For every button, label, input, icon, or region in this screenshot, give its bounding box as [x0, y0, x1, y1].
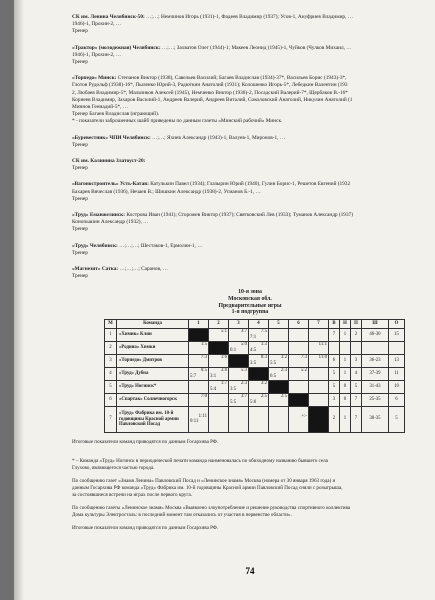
score-second — [209, 335, 228, 341]
score-second — [309, 387, 328, 393]
roster-line: Тренер — [72, 249, 88, 256]
roster-line: Тренер — [72, 165, 88, 172]
team-cell: «Спартак» Солнечногорск — [117, 393, 189, 406]
team-cell: «Торпедо» Дмитров — [117, 354, 189, 367]
score-second — [309, 348, 328, 354]
score-first: 7:3 — [300, 355, 307, 361]
note-line: * – Команда «Труд» Ногинск в периодической печати команда наименовалась по обиходному названию бывшего села — [72, 457, 328, 464]
place-cell: 2 — [105, 341, 117, 354]
score-first: 2:3 — [280, 368, 287, 374]
roster-line: Тренер Багаев Владислав (играющий). — [72, 111, 160, 118]
roster-text: …;…;…; Саранов, … — [119, 266, 168, 273]
roster-line: Глотов Рудольф (1938)-16*, Пыленко Юрий-3, Радюткин Анатолий (1931); Колошенко Игорь-5*, Лебедкин Валентин (193 — [72, 82, 348, 89]
place-cell: 4 — [105, 367, 117, 380]
score-first: 11:0 — [318, 355, 327, 361]
score-cell — [189, 367, 209, 380]
score-second — [189, 348, 208, 354]
score-second: 5:7 — [190, 373, 197, 379]
note-line: за состоявшиеся встречи на играх после первого круга. — [72, 491, 192, 498]
score-second — [229, 335, 248, 341]
stat-pts-cell: 5 — [389, 406, 405, 432]
diagonal-cell — [269, 380, 289, 393]
table-title-line: Предварительные игры — [218, 302, 282, 309]
score-second — [289, 361, 308, 367]
score-second — [209, 400, 228, 406]
score-cell — [189, 380, 209, 393]
score-second: 5:6 — [250, 399, 257, 405]
score-cell — [229, 341, 249, 354]
score-first: 3:2 — [260, 381, 267, 387]
score-second — [249, 419, 268, 425]
table-title-line: 10-я зона — [238, 289, 262, 296]
team-name: СК им. Ленина Челябинск-50: — [72, 14, 145, 20]
stat-goals-cell: 30-35 — [362, 406, 389, 432]
roster-line: Тренер — [72, 195, 88, 202]
table-title-line: 1-я подгруппа — [231, 309, 269, 316]
score-first: 7:0 — [200, 394, 207, 400]
diagonal-cell — [249, 367, 269, 380]
score-second — [309, 335, 328, 341]
score-second — [309, 400, 328, 406]
score-second — [269, 335, 288, 341]
stat-d-cell — [340, 341, 351, 354]
stat-l-cell: 7 — [351, 393, 362, 406]
table-row — [105, 341, 405, 354]
table-header-row — [105, 319, 405, 328]
score-cell — [269, 341, 289, 354]
score-first: 1:6 — [220, 355, 227, 361]
note-line: Итоговые показатели команд приводятся по данным Госархива РФ. — [72, 524, 219, 531]
score-first: 5:1 — [220, 329, 227, 335]
score-second — [209, 361, 228, 367]
table-row — [105, 380, 405, 393]
stat-w-cell: 6 — [329, 354, 340, 367]
team-roster-entry — [72, 135, 428, 149]
column-header: 4 — [249, 319, 269, 328]
stat-goals-cell: 25-35 — [362, 393, 389, 406]
team-roster-list — [72, 14, 428, 280]
score-second — [289, 348, 308, 354]
team-name: «Труд» Челябинск: — [72, 242, 118, 249]
stat-goals-cell: 31-43 — [362, 380, 389, 393]
table-row — [105, 328, 405, 341]
stat-goals-cell: 37-39 — [362, 367, 389, 380]
score-first: 1:11 — [198, 413, 207, 419]
score-second: 6:5 — [270, 373, 277, 379]
score-second: 5:4 — [210, 386, 217, 392]
score-cell — [229, 406, 249, 432]
score-cell — [209, 380, 229, 393]
stat-pts-cell: 13 — [389, 354, 405, 367]
score-first: 3:7 — [240, 329, 247, 335]
column-header: М — [105, 319, 117, 328]
score-second — [229, 419, 248, 425]
place-cell: 1 — [105, 328, 117, 341]
score-first: 1:7 — [220, 381, 227, 387]
team-cell: «Труд» Ногинск* — [117, 380, 189, 393]
score-cell — [269, 328, 289, 341]
table-body — [105, 328, 405, 432]
score-second — [249, 387, 268, 393]
team-name: «Трактор» (молодежная) Челябинск: — [72, 44, 161, 51]
score-cell — [189, 406, 209, 432]
column-header: Ш — [362, 319, 389, 328]
team-roster-entry — [72, 181, 428, 203]
stat-l-cell: 2 — [351, 328, 362, 341]
place-cell: 5 — [105, 380, 117, 393]
team-name: «Торпедо» Минск: — [72, 75, 117, 82]
score-cell — [309, 328, 329, 341]
score-second — [189, 400, 208, 406]
stat-w-cell — [329, 341, 340, 354]
stat-pts-cell: 10 — [389, 380, 405, 393]
score-first: +:- — [301, 413, 307, 419]
team-roster-entry — [72, 75, 428, 125]
stat-goals-cell — [362, 341, 389, 354]
team-name: «Буревестник» ЧПИ Челябинск: — [72, 134, 151, 141]
diagonal-cell — [229, 354, 249, 367]
table-row — [105, 367, 405, 380]
score-cell — [289, 367, 309, 380]
column-header: 3 — [229, 319, 249, 328]
column-header: 2 — [209, 319, 229, 328]
score-cell — [249, 341, 269, 354]
team-roster-entry — [72, 14, 428, 36]
page-content — [72, 14, 428, 532]
score-cell — [289, 354, 309, 367]
score-second — [269, 419, 288, 425]
stat-w-cell: 3 — [329, 393, 340, 406]
place-cell: 7 — [105, 406, 117, 432]
roster-line: Тренер — [72, 59, 88, 66]
roster-line: Конопышин Александр (1932), … — [72, 219, 149, 226]
stat-d-cell: 1 — [340, 406, 351, 432]
score-first: 7:3 — [200, 355, 207, 361]
score-cell — [269, 406, 289, 432]
roster-line: Миннов Геннадий-5*, … — [72, 104, 129, 111]
table-row — [105, 393, 405, 406]
stat-goals-cell: 36-23 — [362, 354, 389, 367]
team-roster-entry — [72, 266, 428, 280]
score-first: 2:5 — [280, 394, 287, 400]
roster-text: …;…; Яхиев Александр (1943)-1, Валуев-1, Миронов-1, … — [152, 134, 286, 141]
score-second — [269, 348, 288, 354]
score-cell — [309, 367, 329, 380]
note-line: данным Госархива РФ команда «Труд» Фабрика им. 10-й годовщины Красной армии Павловский Посад сняли с розыгрыша, — [72, 484, 343, 491]
score-cell — [209, 367, 229, 380]
stat-pts-cell — [389, 341, 405, 354]
team-roster-entry — [72, 45, 428, 67]
team-cell: «Труд» Дубна — [117, 367, 189, 380]
standings-table — [104, 319, 405, 433]
score-first: 2:3 — [240, 381, 247, 387]
score-cell — [209, 354, 229, 367]
standings-table-wrap — [104, 319, 404, 433]
score-first: 8:3 — [260, 355, 267, 361]
place-cell: 6 — [105, 393, 117, 406]
score-second: 5:5 — [270, 360, 277, 366]
roster-line: * - показатели заброшенных шайб приведены по данным газеты «Минский рабочий» Минск. — [72, 118, 283, 125]
book-page — [14, 0, 435, 600]
score-cell — [229, 393, 249, 406]
stat-d-cell: 1 — [340, 328, 351, 341]
score-second: 5:5 — [230, 399, 237, 405]
note-line: Дома культуры Электросталь: в последний момент там отказались от участия в первенстве области». — [72, 511, 292, 518]
team-name: «Магнезит» Сатка: — [72, 266, 119, 273]
team-name: «Труд» Еманжелинск: — [72, 212, 125, 219]
roster-line: 1946)-1, Прохин-2, … — [72, 21, 122, 28]
diagonal-cell — [309, 406, 329, 432]
roster-line: Тренер — [72, 273, 88, 280]
stat-l-cell: 3 — [351, 354, 362, 367]
score-second — [189, 387, 208, 393]
stat-pts-cell: 11 — [389, 367, 405, 380]
score-second — [309, 361, 328, 367]
score-cell — [309, 380, 329, 393]
score-first: 1:5 — [200, 342, 207, 348]
score-first: 3:7 — [240, 394, 247, 400]
roster-line: 1946)-1, Прохин-2, … — [72, 51, 122, 58]
score-cell — [229, 328, 249, 341]
score-first: 0:5 — [200, 368, 207, 374]
score-cell — [269, 367, 289, 380]
score-second — [289, 419, 308, 425]
roster-line: Тренер — [72, 28, 88, 35]
zone-table-title — [72, 289, 428, 315]
score-first: 3:8 — [220, 368, 227, 374]
note-line: По сообщению газет «Знамя Ленина» Павловский Посад и «Ленинское знамя» Москва (номера от 30 января 1963 года) и — [72, 477, 336, 484]
score-cell — [289, 406, 309, 432]
page-gutter — [14, 0, 24, 600]
score-cell — [209, 406, 229, 432]
team-roster-entry — [72, 158, 428, 172]
score-cell — [309, 341, 329, 354]
team-cell: «Труд» Фабрика им. 10-й годовщины Красной армии Павловский Посад — [117, 406, 189, 432]
score-cell — [289, 341, 309, 354]
score-second: 7:1 — [250, 334, 257, 340]
score-second: 0:11 — [190, 419, 199, 425]
team-name: СК им. Калинина Златоуст-20: — [72, 158, 146, 165]
team-roster-entry — [72, 212, 428, 234]
stat-l-cell: 7 — [351, 406, 362, 432]
stat-w-cell: 7 — [329, 328, 340, 341]
column-header: П — [351, 319, 362, 328]
score-cell — [229, 367, 249, 380]
score-cell — [249, 380, 269, 393]
score-second: 3:5 — [230, 386, 237, 392]
score-cell — [269, 354, 289, 367]
roster-text: …;…; Захватов Олег (1944)-1; Макеев Леонид (1945)-1, Чуйков (Чулков Михаил, … — [161, 44, 352, 51]
stat-l-cell: 5 — [351, 380, 362, 393]
column-header: 6 — [289, 319, 309, 328]
stat-w-cell: 5 — [329, 367, 340, 380]
roster-line: Корнеев Владимир, Захаров Василий-1, Андреев Валерий, Андреев Виталий, Соколовский Анатолий, Никулин Анатолий (1 — [72, 96, 353, 103]
score-cell — [209, 393, 229, 406]
column-header: 7 — [309, 319, 329, 328]
score-cell — [249, 406, 269, 432]
score-cell — [309, 393, 329, 406]
score-first: 5:3 — [240, 368, 247, 374]
team-cell: «Химик» Клин — [117, 328, 189, 341]
score-second: 3:1 — [210, 373, 217, 379]
notes-section — [72, 458, 428, 532]
table-title-line: Московская обл. — [228, 296, 272, 303]
score-second — [209, 419, 228, 425]
score-first: 11:1 — [318, 342, 327, 348]
stat-w-cell: 2 — [329, 406, 340, 432]
column-header: В — [329, 319, 340, 328]
stat-l-cell — [351, 341, 362, 354]
roster-line: Тренер — [72, 226, 88, 233]
score-cell — [229, 380, 249, 393]
score-first: 7:5 — [260, 329, 267, 335]
score-second — [289, 374, 308, 380]
score-cell — [289, 328, 309, 341]
page-number: 74 — [245, 566, 255, 576]
stat-pts-cell: 15 — [389, 328, 405, 341]
score-second: 4:5 — [250, 347, 257, 353]
table-row — [105, 354, 405, 367]
score-first: 5:2 — [300, 368, 307, 374]
score-cell — [289, 380, 309, 393]
diagonal-cell — [189, 328, 209, 341]
score-second — [269, 400, 288, 406]
roster-line: Тренер — [72, 141, 88, 148]
note-line: Глухово, являющегося частью города. — [72, 464, 155, 471]
score-cell — [249, 328, 269, 341]
score-first: 3:2 — [280, 355, 287, 361]
note-line: По сообщению газеты «Ленинское знамя» Москва «Выявлено злоупотребление и решение руководства спортивного коллектива — [72, 504, 351, 511]
column-header: Н — [340, 319, 351, 328]
stat-d-cell: 0 — [340, 393, 351, 406]
column-header: 5 — [269, 319, 289, 328]
stat-l-cell: 4 — [351, 367, 362, 380]
roster-line: Бахарев Вячеслав (1936), Нечаев В.; Шишкин Александр (1938)-2, Усманов Б.-1, … — [72, 188, 261, 195]
score-first: 2:5 — [260, 394, 267, 400]
score-cell — [189, 393, 209, 406]
roster-text: Катулькин Павел (1934); Глазырин Юрий (1940), Гулин Борис-1, Решетов Евгений (1932 — [150, 181, 351, 188]
score-cell — [189, 354, 209, 367]
stat-pts-cell: 6 — [389, 393, 405, 406]
score-cell — [269, 393, 289, 406]
stat-w-cell: 5 — [329, 380, 340, 393]
score-second — [289, 335, 308, 341]
roster-text: …;…; Немчинов Игорь (1931)-1, Фадеев Владимир (1937); Усов-1, Ануфриев Владимир, … — [146, 14, 354, 20]
score-cell — [209, 328, 229, 341]
score-cell — [189, 341, 209, 354]
column-header: 1 — [189, 319, 209, 328]
stat-d-cell: 1 — [340, 367, 351, 380]
table-row — [105, 406, 405, 432]
score-second: 3:5 — [250, 360, 257, 366]
roster-text: Степанов Виктор (1938), Савельев Василий; Багаев Владислав (1934)-37*, Васильев Борис (1943)-3*, — [117, 75, 347, 82]
diagonal-cell — [209, 341, 229, 354]
team-cell: «Родина» Химки — [117, 341, 189, 354]
roster-text: …;…;…; Шестаков-1, Ермолин-1, … — [119, 242, 203, 249]
score-second — [289, 387, 308, 393]
column-header: Команда — [117, 319, 189, 328]
roster-line: 2, Любаев Владимир-5*, Мальчиков Алексей (1945), Немченко Виктор (1936)-2, Посадский Валерий-7*, Щербаков В.-16* — [72, 89, 348, 96]
score-first: 5:0 — [240, 342, 247, 348]
diagonal-cell — [289, 393, 309, 406]
score-second — [309, 374, 328, 380]
team-name: «Вагоностроитель» Усть-Катав: — [72, 181, 149, 188]
team-roster-entry — [72, 243, 428, 257]
stat-d-cell: 0 — [340, 380, 351, 393]
score-cell — [249, 393, 269, 406]
column-header: О — [389, 319, 405, 328]
stat-goals-cell: 46-30 — [362, 328, 389, 341]
table-footnote: Итоговые показатели команд приводятся по данным Госархива РФ. — [72, 438, 219, 445]
roster-text: Кострова Иван (1941); Сторожев Виктор (1937); Святковский Лев (1933); Туманов Александр (1937) — [126, 212, 354, 219]
score-second: 6:1 — [230, 347, 237, 353]
score-cell — [249, 354, 269, 367]
score-cell — [309, 354, 329, 367]
score-second — [229, 374, 248, 380]
score-second — [189, 361, 208, 367]
place-cell: 3 — [105, 354, 117, 367]
stat-d-cell: 1 — [340, 354, 351, 367]
score-first: 1:3 — [260, 342, 267, 348]
